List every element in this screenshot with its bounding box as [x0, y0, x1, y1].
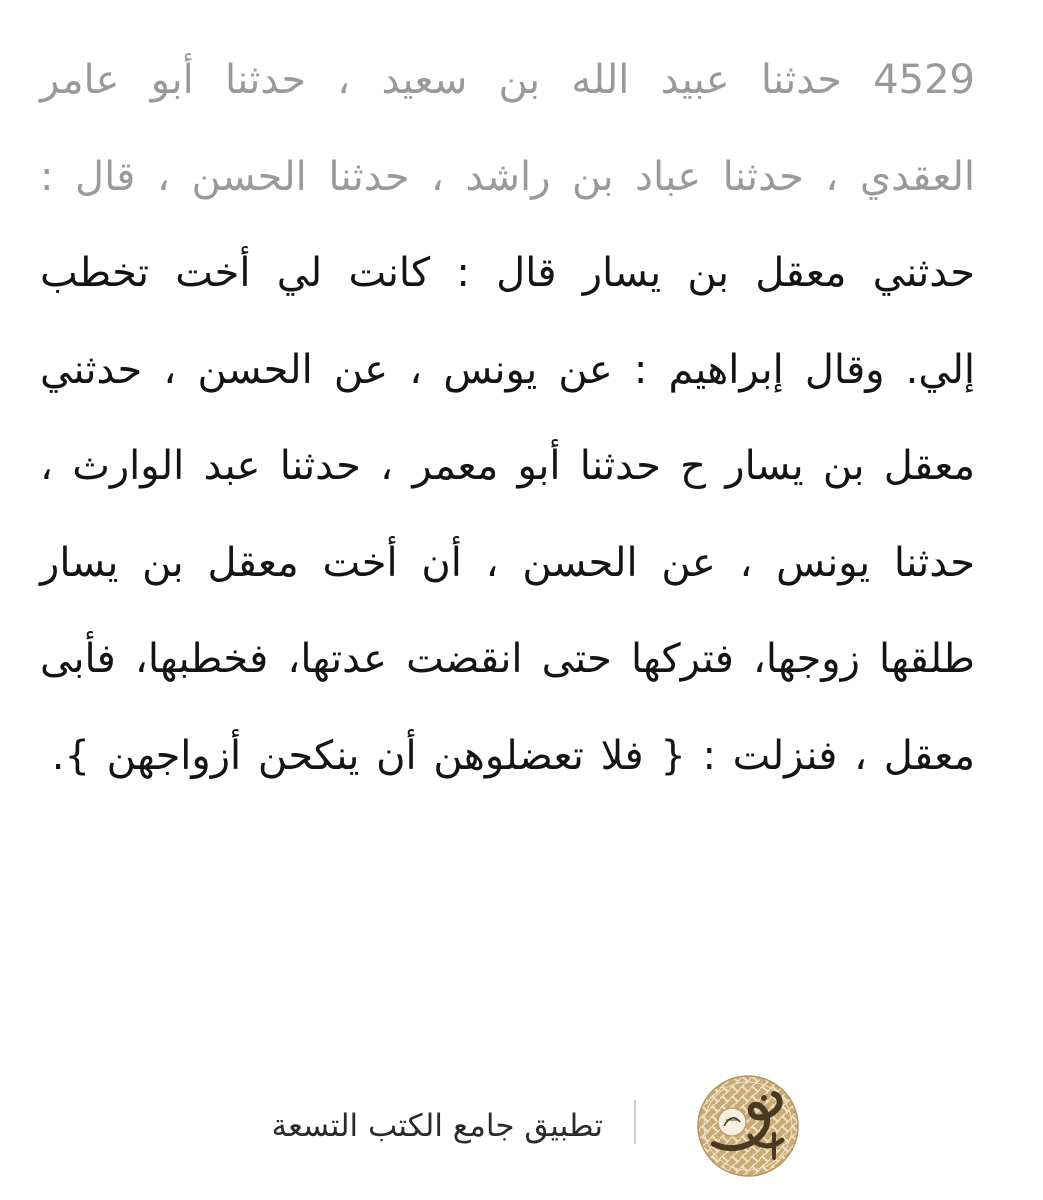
app-name: تطبيق جامع الكتب التسعة: [271, 1108, 603, 1144]
hadith-chain-of-narration: 4529 حدثنا عبيد الله بن سعيد ، حدثنا أبو عامر العقدي ، حدثنا عباد بن راشد ، حدثنا الحسن ، قال :: [40, 57, 975, 200]
hadith-text: [40, 32, 975, 804]
footer-divider: [634, 1100, 636, 1144]
footer-branding: [0, 1070, 1043, 1180]
calligraphy-seal-icon: [690, 1074, 806, 1178]
hadith-body-text: حدثني معقل بن يسار قال : كانت لي أخت تخطب إلي. وقال إبراهيم : عن يونس ، عن الحسن ، حدثني معقل بن يسار ح حدثنا أبو معمر ، حدثنا عبد الوارث ، حدثنا يونس ، عن الحسن ، أن أخت معقل بن يسار طلقها زوجها، فتركها حتى انقضت عدتها، فخطبها، فأبى معقل ، فنزلت : { فلا تعضلوهن أن ينكحن أزواجهن }.: [40, 250, 975, 779]
